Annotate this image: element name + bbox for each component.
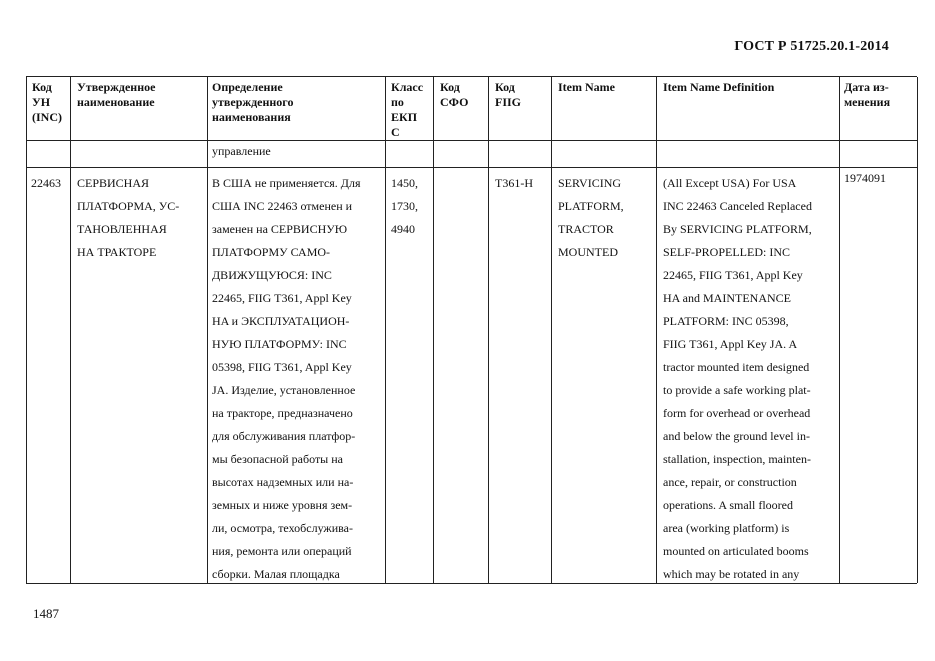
definition-line: ли, осмотра, техобслужива- [212, 521, 353, 535]
definition-line: заменен на СЕРВИСНУЮ [212, 222, 348, 236]
item-definition-line: FIIG T361, Appl Key JA. A [663, 337, 798, 351]
item-definition-line: stallation, inspection, mainten- [663, 452, 811, 466]
nomenclature-table [26, 76, 917, 583]
item-name-line: MOUNTED [558, 245, 618, 259]
definition-line: JA. Изделие, установленное [212, 383, 356, 397]
definition-line: высотах надземных или на- [212, 475, 354, 489]
ekps-class-cell [391, 172, 418, 241]
item-definition-line: ance, repair, or construction [663, 475, 797, 489]
definition-line: В США не применяется. Для [212, 176, 361, 190]
approved-name-line: СЕРВИСНАЯ [77, 176, 150, 190]
item-definition-line: HA and MAINTENANCE [663, 291, 791, 305]
approved-name-cell [77, 172, 179, 264]
definition-line: HA и ЭКСПЛУАТАЦИОН- [212, 314, 350, 328]
approved-name-line: НА ТРАКТОРЕ [77, 245, 157, 259]
header-item-name: Item Name [558, 80, 615, 94]
item-definition-line: to provide a safe working plat- [663, 383, 811, 397]
table-bottom-border [26, 583, 917, 584]
definition-line: ПЛАТФОРМУ САМО- [212, 245, 331, 259]
item-name-line: PLATFORM, [558, 199, 624, 213]
approved-name-line: ТАНОВЛЕННАЯ [77, 222, 167, 236]
item-name-line: TRACTOR [558, 222, 614, 236]
ekps-class-line: 1730, [391, 199, 418, 213]
item-definition-line: tractor mounted item designed [663, 360, 810, 374]
definition-line: НУЮ ПЛАТФОРМУ: INC [212, 337, 347, 351]
column-ekps-class [386, 77, 434, 583]
item-definition-line: PLATFORM: INC 05398, [663, 314, 789, 328]
column-inc [27, 77, 71, 583]
header-divider [27, 140, 917, 141]
item-definition-line: INC 22463 Canceled Replaced [663, 199, 812, 213]
item-name-line: SERVICING [558, 176, 622, 190]
definition-line: 22465, FIIG T361, Appl Key [212, 291, 352, 305]
continuation-text: управление [212, 144, 271, 158]
definition-line: ДВИЖУЩУЮСЯ: INC [212, 268, 332, 282]
definition-line: мы безопасной работы на [212, 452, 343, 466]
header-fiig: Код FIIG [495, 80, 522, 109]
definition-line: ния, ремонта или операций [212, 544, 352, 558]
item-definition-line: which may be rotated in any [663, 567, 800, 581]
item-definition-line: area (working platform) is [663, 521, 790, 535]
change-date: 1974091 [844, 171, 886, 185]
column-sfo-code [434, 77, 489, 583]
item-name-cell [558, 172, 624, 264]
header-definition: Определение утвержденного наименования [212, 80, 294, 124]
item-definition-line: and below the ground level in- [663, 429, 810, 443]
header-sfo-code: Код СФО [440, 80, 469, 109]
item-definition-line: 22465, FIIG T361, Appl Key [663, 268, 803, 282]
header-ekps-class: Класс по ЕКП С [391, 80, 424, 139]
item-definition-line: By SERVICING PLATFORM, [663, 222, 812, 236]
approved-name-line: ПЛАТФОРМА, УС- [77, 199, 180, 213]
fiig-cell [495, 172, 533, 195]
definition-line: земных и ниже уровня зем- [212, 498, 353, 512]
header-inc: Код УН (INC) [32, 80, 62, 124]
header-item-definition: Item Name Definition [663, 80, 775, 94]
column-fiig [489, 77, 552, 583]
item-definition-cell [663, 172, 812, 586]
column-item-name [552, 77, 657, 583]
item-definition-line: mounted on articulated booms [663, 544, 809, 558]
inc-code: 22463 [31, 176, 61, 190]
definition-line: для обслуживания платфор- [212, 429, 356, 443]
ekps-class-line: 4940 [391, 222, 415, 236]
definition-line: 05398, FIIG T361, Appl Key [212, 360, 352, 374]
item-definition-line: SELF-PROPELLED: INC [663, 245, 791, 259]
column-change-date [840, 77, 918, 583]
item-definition-line: form for overhead or overhead [663, 406, 811, 420]
change-date-cell [844, 167, 886, 190]
definition-line: сборки. Малая площадка [212, 567, 340, 581]
row-divider [27, 167, 917, 168]
ekps-class-line: 1450, [391, 176, 418, 190]
definition-line: США INC 22463 отменен и [212, 199, 353, 213]
header-change-date: Дата из- менения [844, 80, 891, 109]
inc-code-cell [31, 172, 61, 195]
page-number: 1487 [33, 606, 59, 621]
item-definition-line: operations. A small floored [663, 498, 793, 512]
header-approved-name: Утвержденное наименование [77, 80, 156, 109]
definition-cell [212, 172, 361, 586]
column-approved-name [71, 77, 208, 583]
standard-code: ГОСТ Р 51725.20.1-2014 [734, 39, 889, 54]
item-definition-line: (All Except USA) For USA [663, 176, 797, 190]
definition-line: на тракторе, предназначено [212, 406, 353, 420]
fiig-code: T361-H [495, 176, 533, 190]
